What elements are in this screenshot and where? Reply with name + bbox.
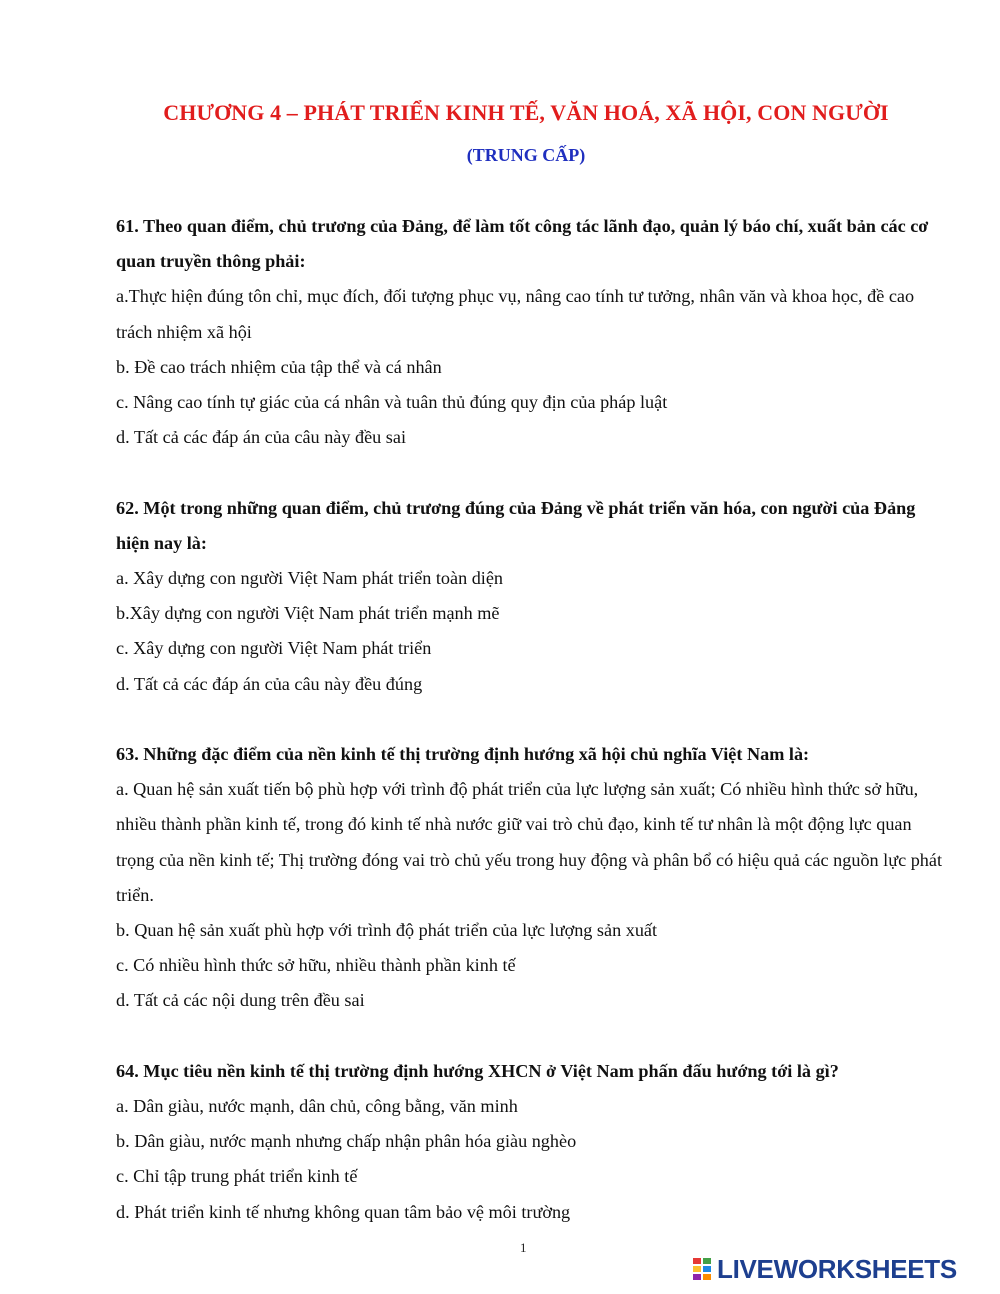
chapter-title: CHƯƠNG 4 – PHÁT TRIỂN KINH TẾ, VĂN HOÁ, XÃ HỘI, CON NGƯỜI — [163, 100, 889, 125]
question-text: 61. Theo quan điểm, chủ trương của Đảng, để làm tốt công tác lãnh đạo, quản lý báo chí, xuất bản các cơ quan truyền thông phải: — [116, 216, 929, 272]
question-list — [116, 209, 946, 1265]
page-number: 1 — [520, 1240, 527, 1255]
answer-option-d[interactable]: d. Phát triển kinh tế nhưng không quan tâm bảo vệ môi trường — [116, 1201, 571, 1222]
answer-option-a[interactable]: a. Xây dựng con người Việt Nam phát triển toàn diện — [116, 568, 504, 589]
answer-option-c[interactable]: c. Chỉ tập trung phát triển kinh tế — [116, 1166, 358, 1187]
answer-option-b[interactable]: b. Quan hệ sản xuất phù hợp với trình độ phát triển của lực lượng sản xuất — [116, 920, 658, 941]
liveworksheets-logo-icon — [693, 1256, 713, 1282]
question-61 — [116, 209, 946, 455]
question-text: 64. Mục tiêu nền kinh tế thị trường định hướng XHCN ở Việt Nam phấn đấu hướng tới là gì? — [116, 1060, 839, 1081]
answer-option-d[interactable]: d. Tất cả các nội dung trên đều sai — [116, 990, 365, 1011]
answer-option-b[interactable]: b. Dân giàu, nước mạnh nhưng chấp nhận phân hóa giàu nghèo — [116, 1131, 577, 1152]
question-63 — [116, 737, 946, 1019]
answer-option-c[interactable]: c. Nâng cao tính tự giác của cá nhân và tuân thủ đúng quy địn của pháp luật — [116, 392, 668, 413]
level-subtitle: (TRUNG CẤP) — [466, 145, 586, 165]
answer-option-d[interactable]: d. Tất cả các đáp án của câu này đều sai — [116, 427, 407, 448]
answer-option-d[interactable]: d. Tất cả các đáp án của câu này đều đúng — [116, 673, 423, 694]
answer-option-c[interactable]: c. Xây dựng con người Việt Nam phát triển — [116, 638, 432, 659]
answer-option-c[interactable]: c. Có nhiều hình thức sở hữu, nhiều thành phần kinh tế — [116, 955, 516, 976]
question-64 — [116, 1054, 946, 1230]
question-text: 63. Những đặc điểm của nền kinh tế thị trường định hướng xã hội chủ nghĩa Việt Nam là: — [116, 744, 810, 765]
answer-option-a[interactable]: a. Quan hệ sản xuất tiến bộ phù hợp với trình độ phát triển của lực lượng sản xuất; Có nhiều hình thức sở hữu, nhiều thành phần kinh tế, trong đó kinh tế nhà nước giữ vai trò chủ đạo, kinh tế tư nhân là một động lực quan trọng của nền kinh tế; Thị trường đóng vai trò chủ yếu trong huy động và phân bổ có hiệu quả các nguồn lực phát triển. — [116, 779, 943, 905]
answer-option-b[interactable]: b. Đề cao trách nhiệm của tập thể và cá nhân — [116, 356, 442, 377]
question-62 — [116, 491, 946, 702]
answer-option-a[interactable]: a.Thực hiện đúng tôn chỉ, mục đích, đối tượng phục vụ, nâng cao tính tư tưởng, nhân văn và khoa học, đề cao trách nhiệm xã hội — [116, 286, 915, 342]
question-text: 62. Một trong những quan điểm, chủ trương đúng của Đảng về phát triển văn hóa, con người của Đảng hiện nay là: — [116, 497, 916, 553]
answer-option-a[interactable]: a. Dân giàu, nước mạnh, dân chủ, công bằng, văn minh — [116, 1096, 518, 1117]
brand-name: LIVEWORKSHEETS — [717, 1253, 957, 1284]
liveworksheets-brand[interactable] — [693, 1254, 957, 1284]
answer-option-b[interactable]: b.Xây dựng con người Việt Nam phát triển mạnh mẽ — [116, 603, 500, 624]
